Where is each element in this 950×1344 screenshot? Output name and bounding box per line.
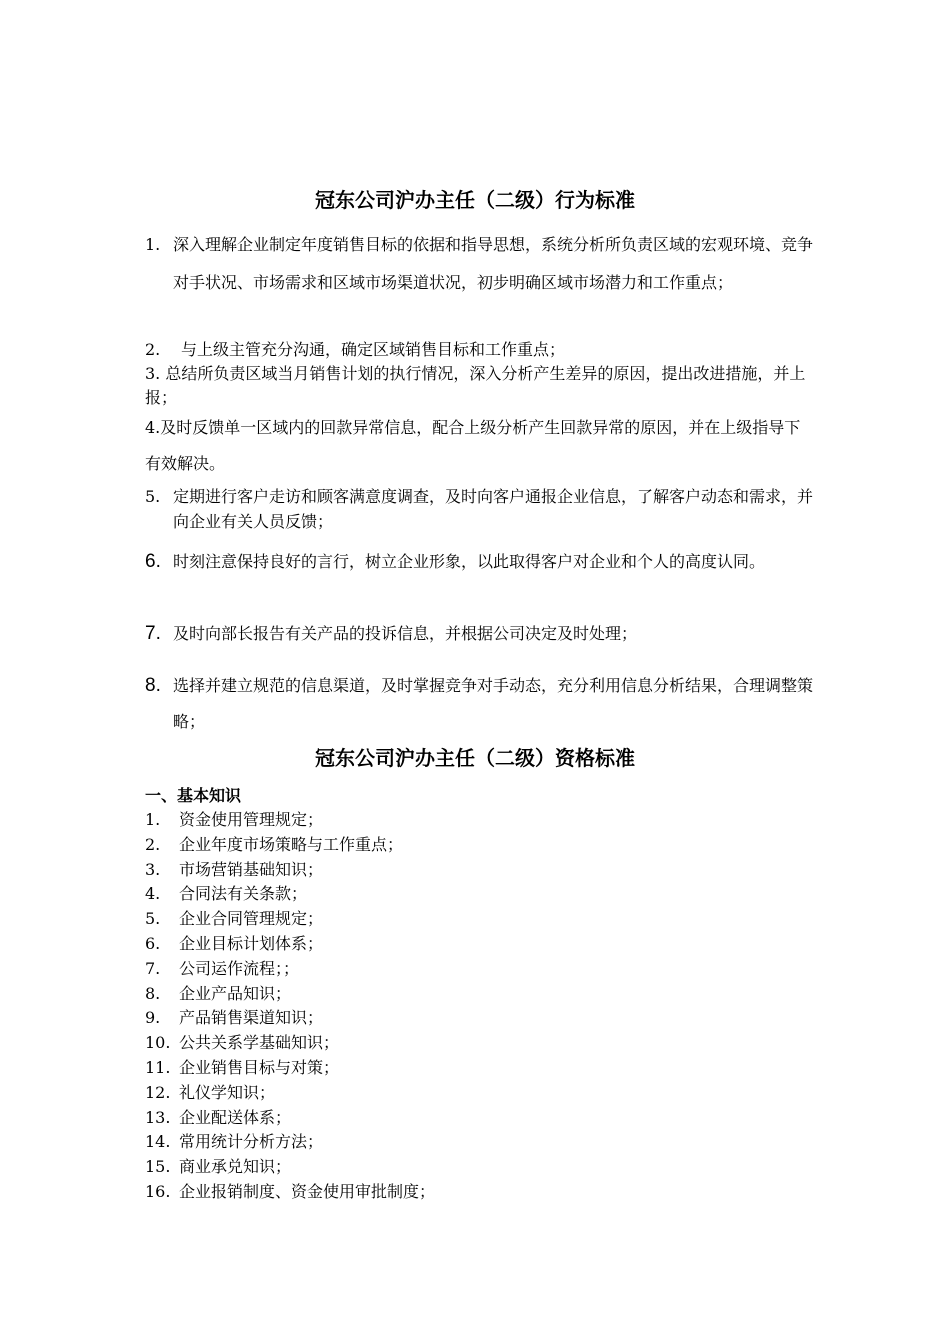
item-text-wrap	[145, 362, 815, 410]
item-number: 16.	[145, 1181, 171, 1201]
behavior-standard-title: 冠东公司沪办主任（二级）行为标准	[315, 188, 635, 212]
list-item	[145, 858, 435, 883]
item-number: 3.	[145, 859, 161, 879]
item-text: 公共关系学基础知识；	[179, 1033, 340, 1053]
item-number: 5.	[145, 909, 161, 929]
list-item	[145, 907, 435, 932]
item-text: 总结所负责区域当月销售计划的执行情况，深入分析产生差异的原因，提出改进措施，并上报；	[145, 364, 806, 407]
list-item	[145, 1056, 435, 1081]
item-number: 13.	[145, 1107, 171, 1127]
item-number: 7.	[145, 958, 161, 978]
item-number: 1.	[145, 810, 161, 829]
list-item	[145, 982, 435, 1007]
item-text: 礼仪学知识；	[179, 1082, 276, 1102]
item-number: 1.	[145, 235, 161, 254]
item-number: 6.	[145, 933, 161, 953]
list-item	[145, 1106, 435, 1131]
item-number: 8.	[145, 983, 161, 1003]
list-item	[145, 957, 435, 982]
item-text: 商业承兑知识；	[179, 1157, 292, 1177]
list-item	[145, 932, 435, 957]
item-number: 4.	[145, 884, 161, 904]
item-number: 7.	[145, 623, 161, 644]
list-item	[145, 1031, 435, 1056]
item-number: 5.	[145, 487, 161, 506]
item-text: 及时反馈单一区域内的回款异常信息，配合上级分析产生回款异常的原因，并在上级指导下有效解决。	[145, 418, 801, 473]
behavior-item-2	[145, 338, 843, 362]
item-number: 2.	[145, 340, 161, 359]
item-number: 10.	[145, 1033, 171, 1053]
item-text: 企业目标计划体系；	[179, 933, 324, 953]
item-text: 企业年度市场策略与工作重点；	[179, 834, 404, 854]
item-number: 4.	[145, 418, 161, 437]
list-item	[145, 833, 435, 858]
item-text: 定期进行客户走访和顾客满意度调查，及时向客户通报企业信息，了解客户动态和需求，并向企业有关人员反馈；	[173, 487, 814, 531]
item-text-wrap	[145, 410, 815, 482]
qualification-standard-title: 冠东公司沪办主任（二级）资格标准	[315, 746, 635, 770]
item-text: 企业配送体系；	[179, 1107, 292, 1127]
list-item	[145, 808, 435, 833]
item-text: 选择并建立规范的信息渠道，及时掌握竞争对手动态，充分利用信息分析结果，合理调整策略；	[173, 676, 814, 731]
section-heading-basic-knowledge: 一、基本知识	[145, 786, 242, 805]
behavior-item-3	[145, 362, 815, 410]
item-number: 11.	[145, 1057, 171, 1077]
behavior-item-8	[145, 668, 843, 740]
item-text: 与上级主管充分沟通，确定区域销售目标和工作重点；	[181, 340, 566, 359]
behavior-item-1	[145, 226, 843, 302]
item-text: 企业合同管理规定；	[179, 909, 324, 929]
item-text: 合同法有关条款；	[179, 884, 308, 904]
item-text: 企业产品知识；	[179, 983, 292, 1003]
item-number: 2.	[145, 834, 161, 854]
list-item	[145, 1180, 435, 1205]
list-item	[145, 1130, 435, 1155]
item-number: 15.	[145, 1157, 171, 1177]
behavior-item-5	[145, 484, 843, 534]
item-number: 8.	[145, 675, 161, 696]
basic-knowledge-list	[145, 808, 435, 1205]
list-item	[145, 1155, 435, 1180]
item-text: 深入理解企业制定年度销售目标的依据和指导思想，系统分析所负责区域的宏观环境、竞争对手状况、市场需求和区域市场渠道状况，初步明确区域市场潜力和工作重点；	[173, 235, 814, 292]
list-item	[145, 882, 435, 907]
item-number: 3.	[145, 364, 161, 383]
item-number: 12.	[145, 1082, 171, 1102]
item-number: 9.	[145, 1008, 161, 1028]
item-number: 6.	[145, 551, 161, 572]
item-text: 资金使用管理规定；	[179, 810, 324, 829]
item-text: 产品销售渠道知识；	[179, 1008, 324, 1028]
list-item	[145, 1006, 435, 1031]
item-text: 时刻注意保持良好的言行，树立企业形象，以此取得客户对企业和个人的高度认同。	[173, 552, 766, 571]
item-text: 企业报销制度、资金使用审批制度；	[179, 1181, 436, 1201]
behavior-item-7	[145, 620, 843, 648]
item-text: 常用统计分析方法；	[179, 1132, 324, 1152]
item-text: 公司运作流程；；	[179, 958, 300, 978]
item-text: 及时向部长报告有关产品的投诉信息，并根据公司决定及时处理；	[173, 624, 638, 643]
list-item	[145, 1081, 435, 1106]
behavior-item-6	[145, 544, 843, 580]
item-text: 市场营销基础知识；	[179, 859, 324, 879]
item-text: 企业销售目标与对策；	[179, 1057, 340, 1077]
behavior-item-4	[145, 410, 815, 482]
item-number: 14.	[145, 1132, 171, 1152]
